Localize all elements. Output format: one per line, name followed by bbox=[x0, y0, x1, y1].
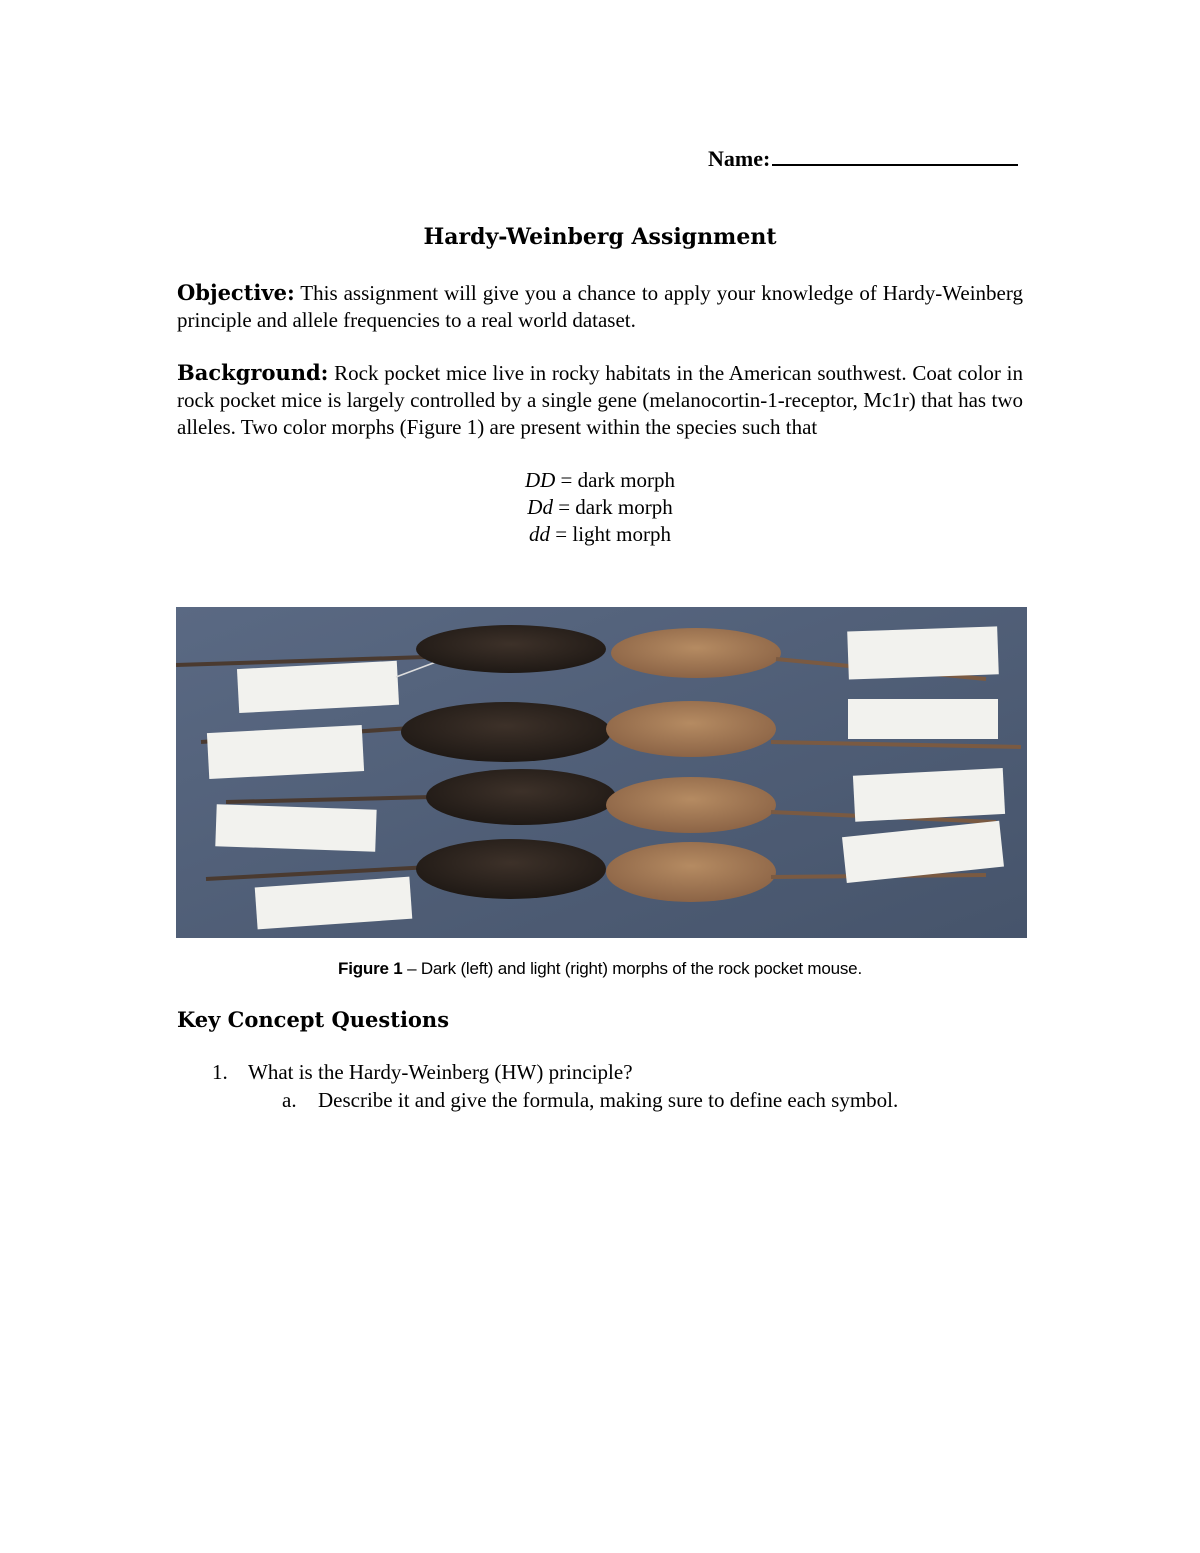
background-text: Rock pocket mice live in rocky habitats in the American southwest. Coat color in rock pocket mice is largely controlled by a single gene (melanocortin-1-receptor, Mc1r) that has two alleles. Two color morphs (Figure 1) are present within the species such that bbox=[177, 361, 1023, 439]
mouse-specimens-illustration bbox=[176, 607, 1027, 938]
genotype-symbol: dd bbox=[529, 522, 551, 546]
genotype-symbol: Dd bbox=[527, 495, 553, 519]
objective-text: This assignment will give you a chance to apply your knowledge of Hardy-Weinberg principle and allele frequencies to a real world dataset. bbox=[177, 281, 1023, 332]
figure-1-photo bbox=[176, 607, 1027, 938]
question-item bbox=[212, 1060, 633, 1085]
genotype-symbol: DD bbox=[524, 468, 556, 492]
figure-caption bbox=[0, 959, 1200, 979]
figure-caption-text: – Dark (left) and light (right) morphs of the rock pocket mouse. bbox=[402, 959, 862, 978]
background-label: Background: bbox=[177, 360, 329, 385]
name-blank-line bbox=[772, 142, 1018, 166]
background-paragraph bbox=[177, 359, 1023, 441]
name-field bbox=[708, 142, 1018, 172]
question-text: What is the Hardy-Weinberg (HW) principle? bbox=[248, 1060, 633, 1084]
sub-question-letter: a. bbox=[282, 1088, 297, 1112]
sub-question-text: Describe it and give the formula, making sure to define each symbol. bbox=[318, 1088, 899, 1112]
sub-question-item bbox=[282, 1088, 898, 1113]
genotype-phenotype: = dark morph bbox=[555, 468, 676, 492]
figure-label: Figure 1 bbox=[338, 959, 403, 978]
page-title: Hardy-Weinberg Assignment bbox=[423, 224, 777, 250]
genotype-phenotype: = dark morph bbox=[552, 495, 673, 519]
genotype-line bbox=[0, 494, 1200, 521]
objective-label: Objective: bbox=[177, 280, 295, 305]
section-heading: Key Concept Questions bbox=[177, 1007, 450, 1032]
objective-paragraph bbox=[177, 279, 1023, 334]
question-number: 1. bbox=[212, 1060, 228, 1084]
genotype-line bbox=[0, 467, 1200, 494]
name-label: Name: bbox=[708, 146, 771, 171]
genotype-phenotype: = light morph bbox=[550, 522, 671, 546]
genotype-line bbox=[0, 521, 1200, 548]
